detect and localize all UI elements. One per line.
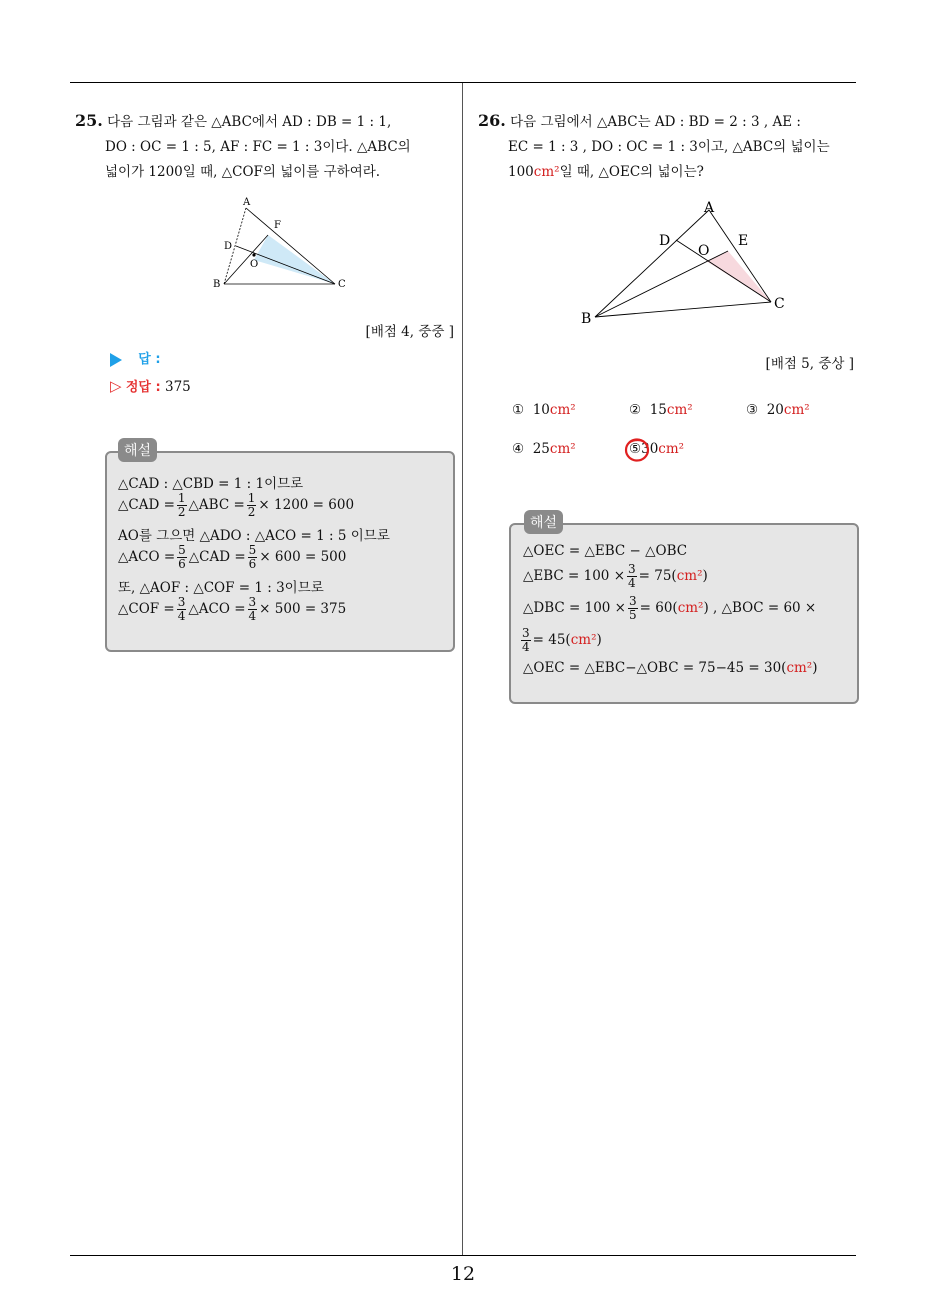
solution-tag-25: 해설 <box>118 438 157 462</box>
bottom-rule <box>70 1255 856 1256</box>
top-rule <box>70 82 856 83</box>
triangle-figure-25 <box>210 195 350 295</box>
label-d: D <box>224 241 233 252</box>
label-a: A <box>243 197 251 208</box>
solution-25-line-4: △ACO = $\frac{5}{6}$ △CAD = $\frac{5}{6}$ × 600 = 500 <box>118 543 347 571</box>
question-number: 25. <box>75 111 103 130</box>
question-line-3: 넓이가 1200일 때, △COF의 넓이를 구하여라. <box>105 164 381 180</box>
triangle-outline-icon: ▷ <box>110 377 122 395</box>
choice-3[interactable]: ③ 20cm² <box>746 402 810 418</box>
solution-25-line-2: △CAD = $\frac{1}{2}$ △ABC = $\frac{1}{2}$ × 1200 = 600 <box>118 491 355 519</box>
selected-circle-mark <box>622 436 652 464</box>
score-26: [배점 5, 중상 ] <box>765 356 854 372</box>
solution-26-line-4: $\frac{3}{4}$ = 45(cm²) <box>522 626 602 654</box>
choice-2[interactable]: ② 15cm² <box>629 402 693 418</box>
answer-label: 답 : <box>138 352 161 367</box>
solution-25-line-6: △COF = $\frac{3}{4}$ △ACO = $\frac{3}{4}$ × 500 = 375 <box>118 595 347 623</box>
solution-26-line-3: △DBC = 100 × $\frac{3}{5}$ = 60(cm²) , △BOC = 60 × <box>523 594 817 622</box>
side-ab <box>595 210 709 317</box>
segment-dc <box>676 240 771 302</box>
label-o: O <box>698 243 710 259</box>
label-f: F <box>274 220 281 231</box>
point-o <box>252 253 255 256</box>
correct-label: 정답 : <box>125 380 161 395</box>
question-line-1: 다음 그림에서 △ABC는 AD : BD = 2 : 3 , AE : <box>510 114 801 130</box>
side-ac <box>246 208 335 284</box>
solution-25-line-3: AO를 그으면 △ADO : △ACO = 1 : 5 이므로 <box>118 528 390 544</box>
solution-26-line-5: △OEC = △EBC−△OBC = 75−45 = 30(cm²) <box>523 660 818 676</box>
question-25 <box>75 108 460 185</box>
label-b: B <box>581 311 592 327</box>
question-line-2: EC = 1 : 3 , DO : OC = 1 : 3이고, △ABC의 넓이는 <box>508 139 830 155</box>
question-line-1: 다음 그림과 같은 △ABC에서 AD : DB = 1 : 1, <box>107 114 392 130</box>
play-icon <box>110 353 122 367</box>
solution-25-line-1: △CAD : △CBD = 1 : 1이므로 <box>118 476 304 492</box>
label-d: D <box>659 233 671 249</box>
solution-25-line-5: 또, △AOF : △COF = 1 : 3이므로 <box>118 580 324 596</box>
question-26 <box>478 108 863 185</box>
correct-answer-row <box>110 376 191 395</box>
solution-26-line-2: △EBC = 100 × $\frac{3}{4}$ = 75(cm²) <box>523 562 708 590</box>
label-a: A <box>704 200 715 216</box>
answer-row <box>110 348 161 367</box>
column-divider <box>462 83 463 1255</box>
solution-26-line-1: △OEC = △EBC − △OBC <box>523 543 688 559</box>
label-b: B <box>213 279 221 290</box>
question-line-2: DO : OC = 1 : 5, AF : FC = 1 : 3이다. △ABC의 <box>105 139 411 155</box>
choice-1[interactable]: ① 10cm² <box>512 402 576 418</box>
correct-value: 375 <box>164 379 191 395</box>
score-25: [배점 4, 중중 ] <box>365 324 454 340</box>
page-number: 12 <box>450 1263 476 1285</box>
label-o: O <box>250 259 259 270</box>
triangle-figure-26 <box>575 195 795 330</box>
question-number: 26. <box>478 111 506 130</box>
label-c: C <box>338 279 346 290</box>
label-e: E <box>738 233 749 249</box>
shaded-region-cof <box>254 235 335 284</box>
solution-tag-26: 해설 <box>524 510 563 534</box>
shaded-region-oec <box>706 251 771 302</box>
choice-4[interactable]: ④ 25cm² <box>512 441 576 457</box>
question-line-3: 100cm²일 때, △OEC의 넓이는? <box>508 164 704 180</box>
choice-5[interactable]: ⑤30cm² <box>629 441 685 457</box>
label-c: C <box>774 296 785 312</box>
